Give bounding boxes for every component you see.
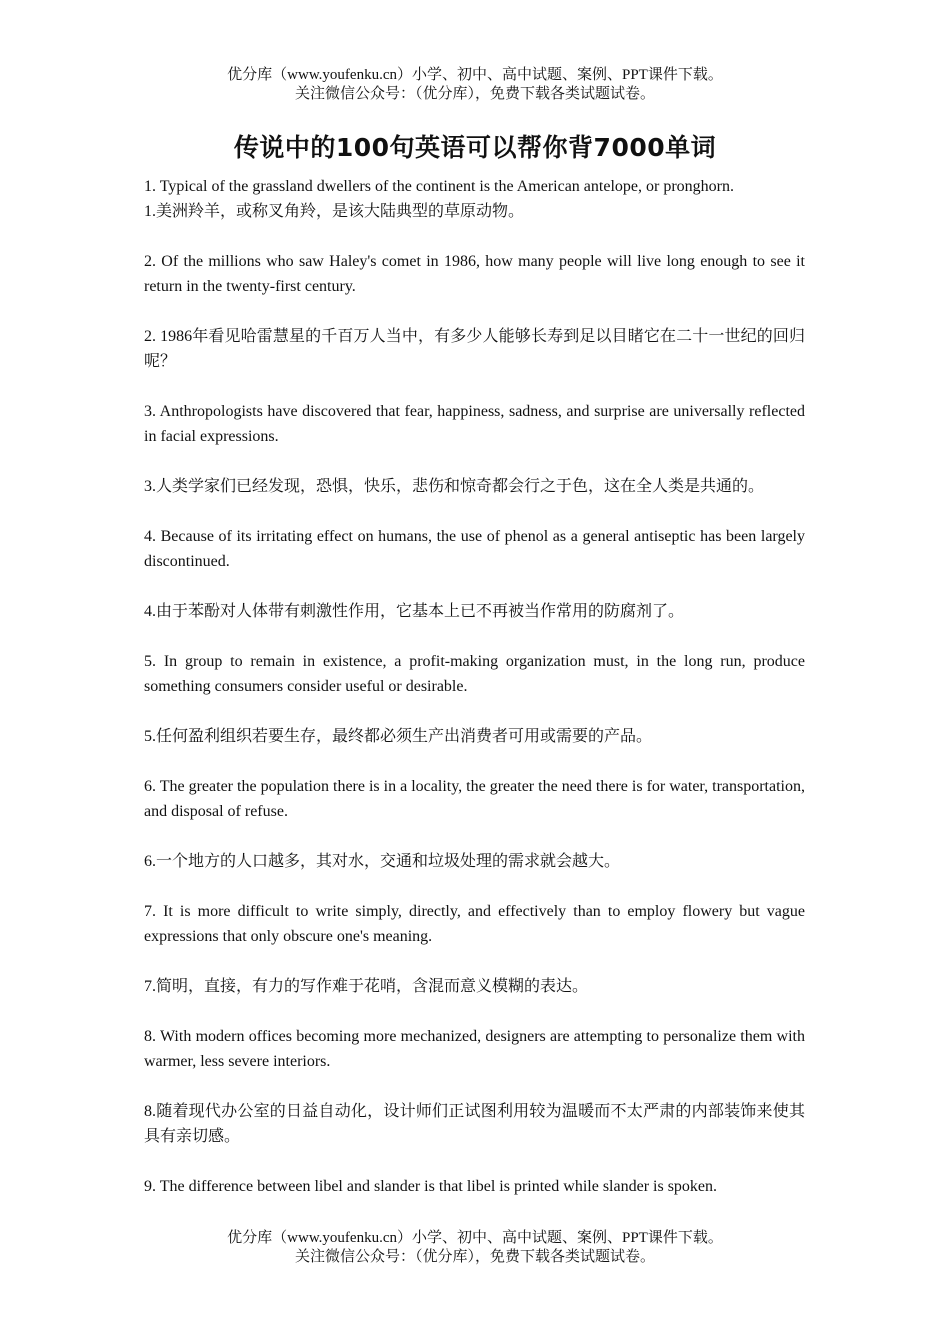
- paragraph-6-en: 6. The greater the population there is in a locality, the greater the need there is for water, transportation, and disposal of refuse.: [144, 778, 805, 820]
- footer-line-1: 优分库（www.youfenku.cn）小学、初中、高中试题、案例、PPT课件下载。: [227, 1230, 723, 1246]
- paragraph-2-zh: 2. 1986年看见哈雷慧星的千百万人当中，有多少人能够长寿到足以目睹它在二十一世纪的回归呢？: [144, 328, 805, 370]
- paragraph-3-en: 3. Anthropologists have discovered that fear, happiness, sadness, and surprise are universally reflected in facial expressions.: [144, 403, 805, 445]
- document-title: 传说中的100句英语可以帮你背7000单词: [233, 133, 717, 162]
- paragraph-2-en: 2. Of the millions who saw Haley's comet in 1986, how many people will live long enough to see it return in the twenty-first century.: [144, 253, 805, 295]
- paragraph-8-en: 8. With modern offices becoming more mechanized, designers are attempting to personalize them with warmer, less severe interiors.: [144, 1028, 805, 1070]
- paragraph-5-zh: 5.任何盈利组织若要生存，最终都必须生产出消费者可用或需要的产品。: [144, 728, 653, 745]
- header-line-1: 优分库（www.youfenku.cn）小学、初中、高中试题、案例、PPT课件下载。: [227, 67, 723, 83]
- paragraph-6-zh: 6.一个地方的人口越多，其对水，交通和垃圾处理的需求就会越大。: [144, 853, 621, 870]
- paragraph-4-zh: 4.由于苯酚对人体带有刺激性作用，它基本上已不再被当作常用的防腐剂了。: [144, 603, 685, 620]
- header-line-2: 关注微信公众号：（优分库），免费下载各类试题试卷。: [294, 86, 655, 102]
- paragraph-4-en: 4. Because of its irritating effect on humans, the use of phenol as a general antiseptic has been largely discontinued.: [144, 528, 805, 570]
- paragraph-1-zh: 1.美洲羚羊，或称叉角羚，是该大陆典型的草原动物。: [144, 203, 525, 220]
- paragraph-7-en: 7. It is more difficult to write simply, directly, and effectively than to employ flowery but vague expressions that only obscure one's meaning.: [144, 903, 805, 945]
- paragraph-7-zh: 7.简明，直接，有力的写作难于花哨，含混而意义模糊的表达。: [144, 978, 589, 995]
- page-header: [0, 66, 950, 104]
- paragraph-8-zh: 8.随着现代办公室的日益自动化，设计师们正试图利用较为温暖而不太严肃的内部装饰来使其具有亲切感。: [144, 1103, 805, 1145]
- paragraph-1-en: 1. Typical of the grassland dwellers of the continent is the American antelope, or pronghorn.: [144, 178, 734, 195]
- page-footer: [0, 1229, 950, 1267]
- paragraph-9-en: 9. The difference between libel and slander is that libel is printed while slander is spoken.: [144, 1178, 718, 1195]
- paragraph-3-zh: 3.人类学家们已经发现，恐惧，快乐，悲伤和惊奇都会行之于色，这在全人类是共通的。: [144, 478, 765, 495]
- paragraph-5-en: 5. In group to remain in existence, a profit-making organization must, in the long run, produce something consumers consider useful or desirable.: [144, 653, 805, 695]
- footer-line-2: 关注微信公众号：（优分库），免费下载各类试题试卷。: [294, 1249, 655, 1265]
- document-body: [144, 174, 805, 1199]
